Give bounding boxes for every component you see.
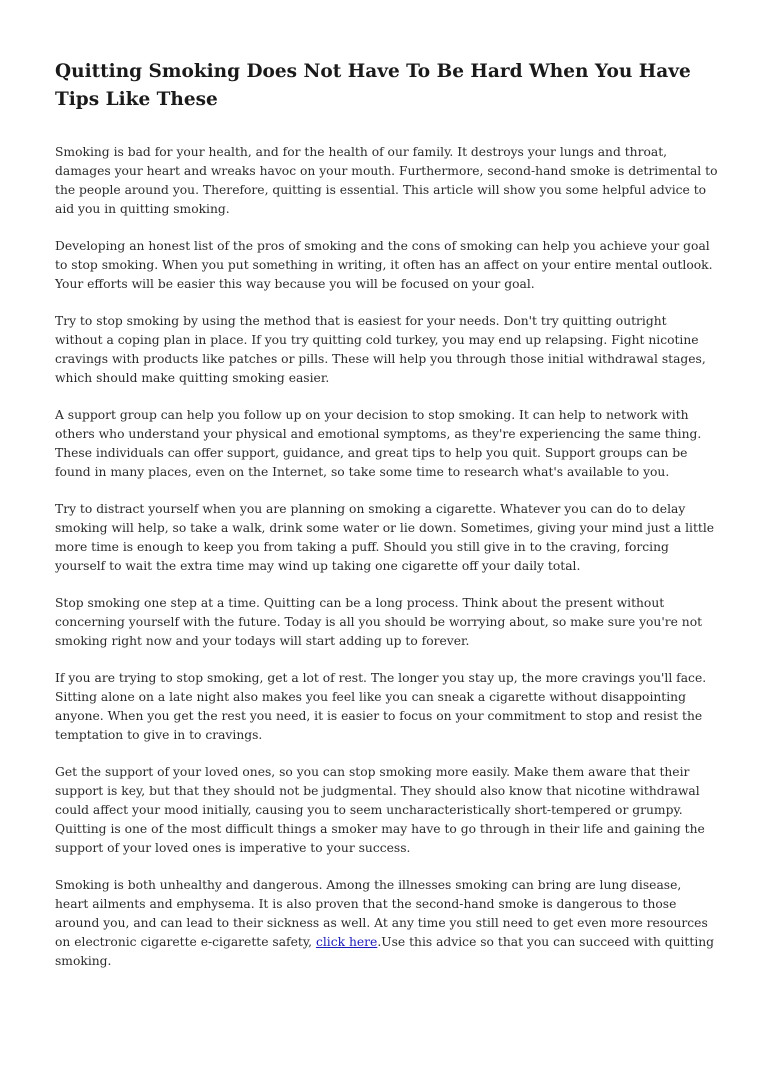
document-title: Quitting Smoking Does Not Have To Be Hard When You Have Tips Like These bbox=[55, 61, 691, 110]
paragraph: Get the support of your loved ones, so you can stop smoking more easily. Make them aware that their support is key, but that they should not be judgmental. They should also know that nicotine withdrawal could affect your mood initially, causing you to seem uncharacteristically short-tempered or grumpy. Quitting is one of the most difficult things a smoker may have to go through in their life and gaining the support of your loved ones is imperative to your success. bbox=[55, 765, 705, 855]
paragraph: If you are trying to stop smoking, get a lot of rest. The longer you stay up, the more cravings you'll face. Sitting alone on a late night also makes you feel like you can sneak a cigarette without disappointing anyone. When you get the rest you need, it is easier to focus on your commitment to stop and resist the temptation to give in to cravings. bbox=[55, 671, 707, 742]
final-paragraph bbox=[55, 876, 718, 971]
paragraph: Stop smoking one step at a time. Quitting can be a long process. Think about the present without concerning yourself with the future. Today is all you should be worrying about, so make sure you're not smoking right now and your todays will start adding up to forever. bbox=[55, 596, 703, 648]
paragraph: Smoking is bad for your health, and for the health of our family. It destroys your lungs and throat, damages your heart and wreaks havoc on your mouth. Furthermore, second-hand smoke is detrimental to the people around you. Therefore, quitting is essential. This article will show you some helpful advice to aid you in quitting smoking. bbox=[55, 145, 718, 216]
paragraph: Try to distract yourself when you are planning on smoking a cigarette. Whatever you can do to delay smoking will help, so take a walk, drink some water or lie down. Sometimes, giving your mind just a little more time is enough to keep you from taking a puff. Should you still give in to the craving, forcing yourself to wait the extra time may wind up taking one cigarette off your daily total. bbox=[55, 502, 715, 573]
paragraph: Try to stop smoking by using the method that is easiest for your needs. Don't try quitting outright without a coping plan in place. If you try quitting cold turkey, you may end up relapsing. Fight nicotine cravings with products like patches or pills. These will help you through those initial withdrawal stages, which should make quitting smoking easier. bbox=[55, 314, 706, 385]
click-here-link[interactable]: click here bbox=[315, 935, 378, 949]
paragraph: Developing an honest list of the pros of smoking and the cons of smoking can help you achieve your goal to stop smoking. When you put something in writing, it often has an affect on your entire mental outlook. Your efforts will be easier this way because you will be focused on your goal. bbox=[55, 239, 713, 291]
final-paragraph-text-before: Smoking is both unhealthy and dangerous. Among the illnesses smoking can bring are lung disease, heart ailments and emphysema. It is also proven that the second-hand smoke is dangerous to those around you, and can lead to their sickness as well. At any time you still need to get even more resources on electronic cigarette e-cigarette safety, bbox=[55, 878, 708, 949]
paragraph: A support group can help you follow up on your decision to stop smoking. It can help to network with others who understand your physical and emotional symptoms, as they're experiencing the same thing. These individuals can offer support, guidance, and great tips to help you quit. Support groups can be found in many places, even on the Internet, so take some time to research what's available to you. bbox=[55, 408, 702, 479]
final-paragraph-text-after: .Use this advice so that you can succeed with quitting smoking. bbox=[55, 935, 715, 968]
